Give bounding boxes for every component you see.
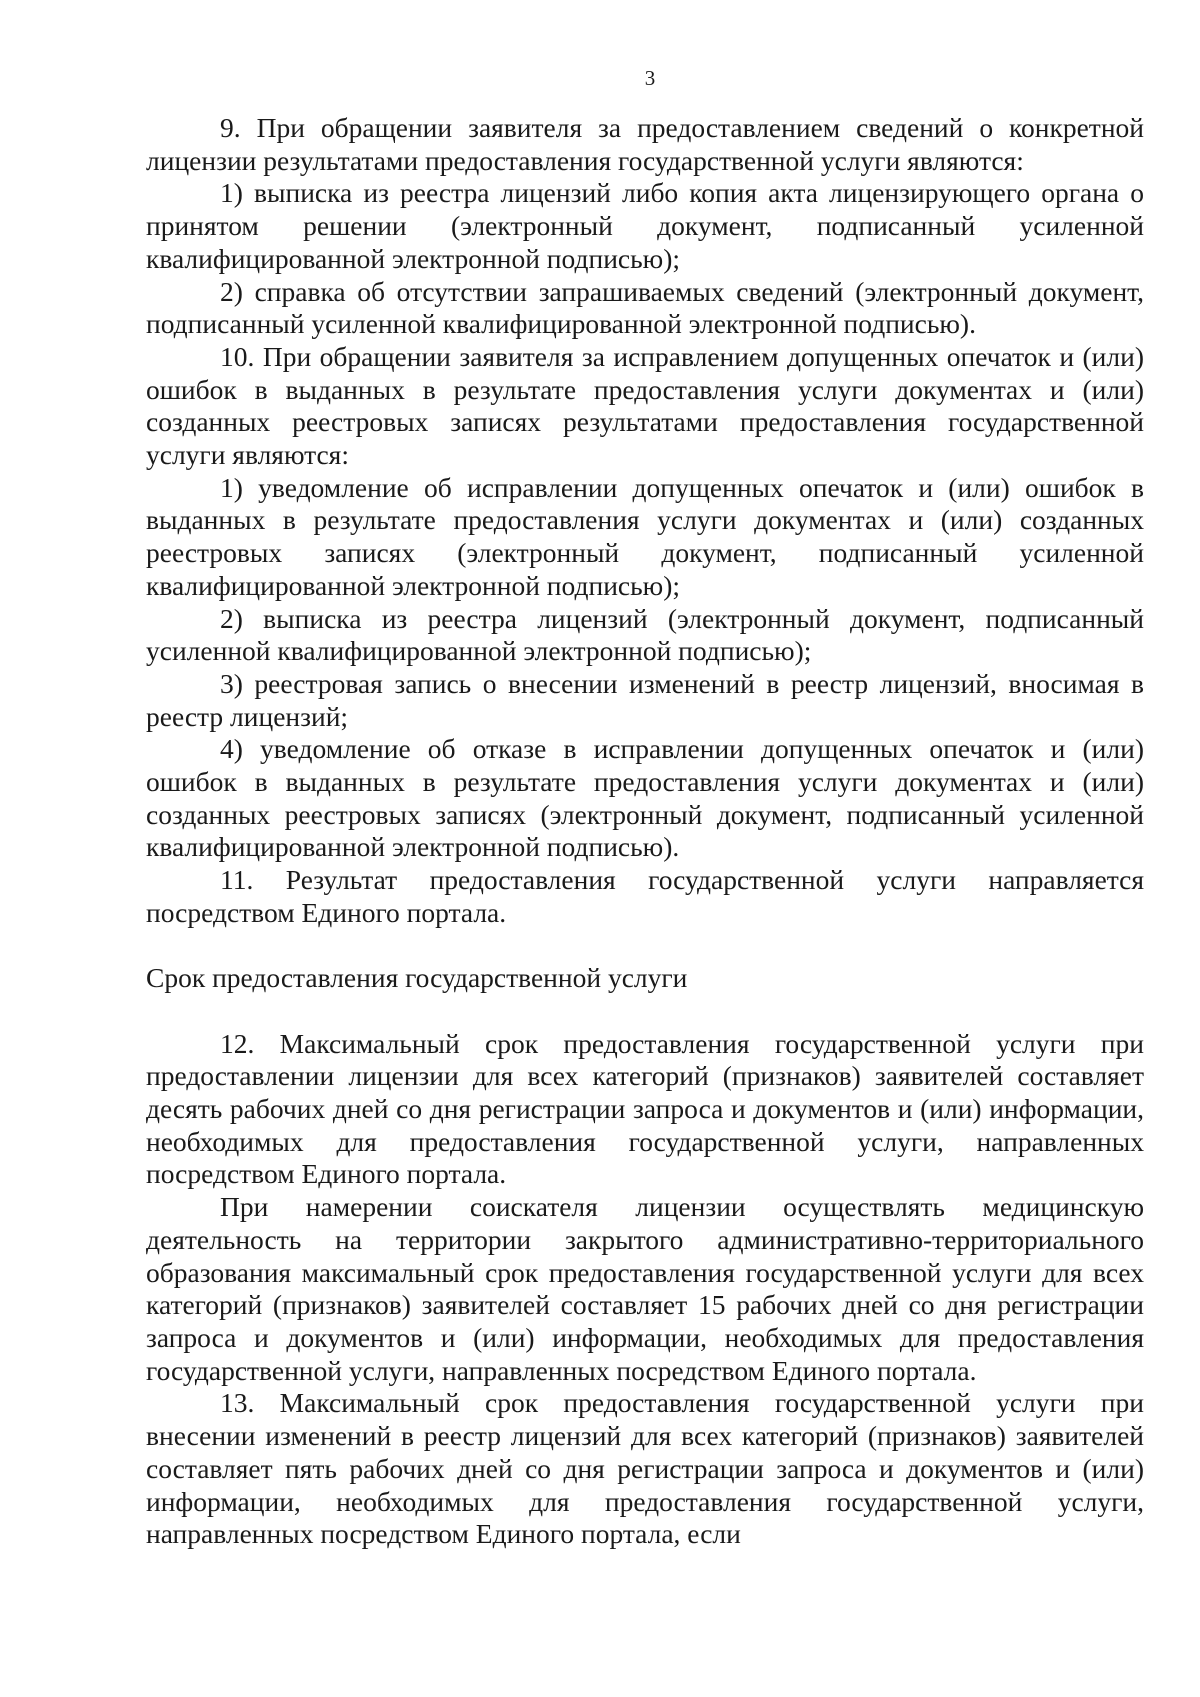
document-body bbox=[146, 112, 1144, 1551]
page-number: 3 bbox=[644, 66, 656, 90]
paragraph-item-12: 12. Максимальный срок предоставления государственной услуги при предоставлении лицензии для всех категорий (признаков) заявителей составляет десять рабочих дней со дня регистрации запроса и документов и (или) информации, необходимых для предоставления государственной услуги, направленных посредством Единого портала. bbox=[146, 1027, 1144, 1190]
paragraph-item-10-2: 2) выписка из реестра лицензий (электронный документ, подписанный усиленной квалифицированной электронной подписью); bbox=[146, 602, 1144, 667]
paragraph-item-9-2: 2) справка об отсутствии запрашиваемых сведений (электронный документ, подписанный усиленной квалифицированной электронной подписью). bbox=[146, 275, 1144, 340]
paragraph-item-10-1: 1) уведомление об исправлении допущенных опечаток и (или) ошибок в выданных в результате предоставления услуги документах и (или) созданных реестровых записях (электронный документ, подписанный усиленной квалифицированной электронной подписью); bbox=[146, 471, 1144, 601]
paragraph-item-10-3: 3) реестровая запись о внесении изменений в реестр лицензий, вносимая в реестр лицензий; bbox=[146, 667, 1144, 732]
paragraph-item-9: 9. При обращении заявителя за предоставлением сведений о конкретной лицензии результатами предоставления государственной услуги являются: bbox=[146, 112, 1144, 176]
paragraph-item-10-4: 4) уведомление об отказе в исправлении допущенных опечаток и (или) ошибок в выданных в результате предоставления услуги документах и (или) созданных реестровых записях (электронный документ, подписанный усиленной квалифицированной электронной подписью). bbox=[146, 733, 1144, 863]
paragraph-item-13: 13. Максимальный срок предоставления государственной услуги при внесении изменений в реестр лицензий для всех категорий (признаков) заявителей составляет пять рабочих дней со дня регистрации запроса и документов и (или) информации, необходимых для предоставления государственной услуги, направленных посредством Единого портала, если bbox=[146, 1387, 1144, 1550]
paragraph-item-10: 10. При обращении заявителя за исправлением допущенных опечаток и (или) ошибок в выданных в результате предоставления услуги документах и (или) созданных реестровых записях результатами предоставления государственной услуги являются: bbox=[146, 340, 1144, 471]
section-heading: Срок предоставления государственной услуги bbox=[146, 962, 688, 994]
paragraph-item-11: 11. Результат предоставления государственной услуги направляется посредством Единого портала. bbox=[146, 864, 1144, 928]
paragraph-item-9-1: 1) выписка из реестра лицензий либо копия акта лицензирующего органа о принятом решении (электронный документ, подписанный усиленной квалифицированной электронной подписью); bbox=[146, 177, 1144, 274]
paragraph-item-12-cont: При намерении соискателя лицензии осуществлять медицинскую деятельность на территории закрытого административно-территориального образования максимальный срок предоставления государственной услуги для всех категорий (признаков) заявителей составляет 15 рабочих дней со дня регистрации запроса и документов и (или) информации, необходимых для предоставления государственной услуги, направленных посредством Единого портала. bbox=[146, 1191, 1144, 1386]
